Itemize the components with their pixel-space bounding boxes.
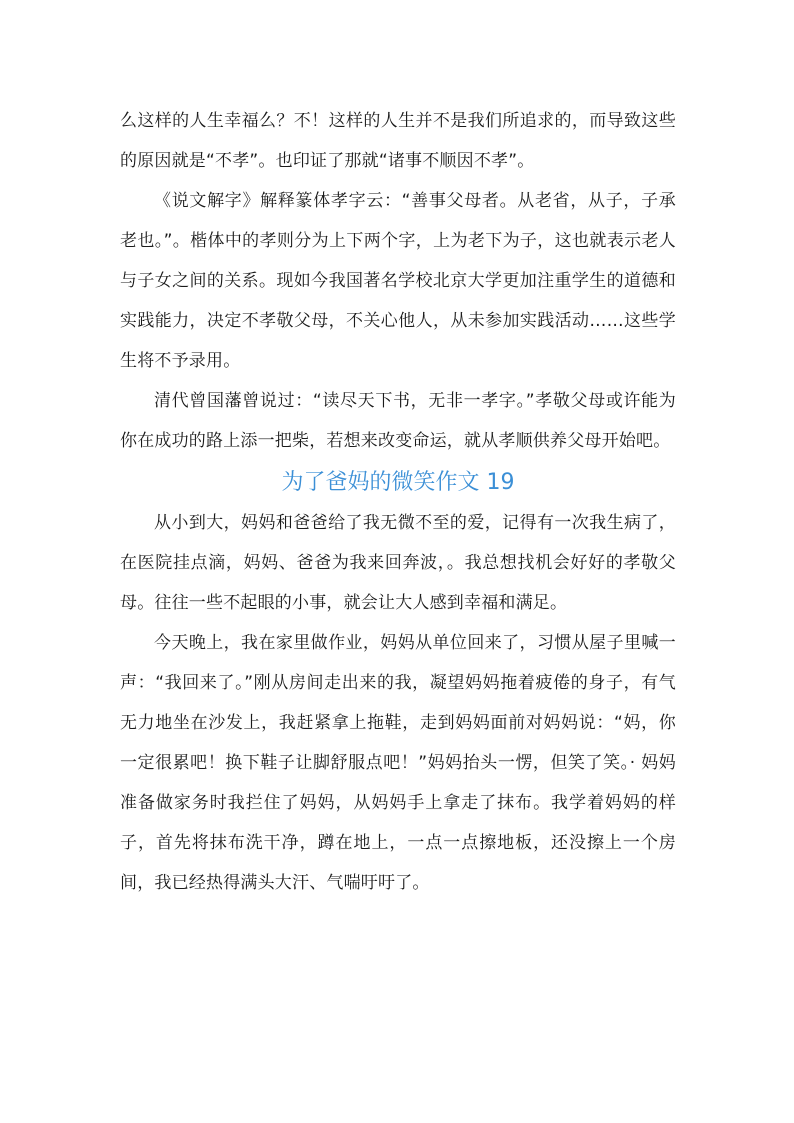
document-body xyxy=(120,101,676,903)
paragraph-zeng-guofan: 清代曾国藩曾说过：“读尽天下书，无非一孝字。”孝敬父母或许能为你在成功的路上添一把柴，若想来改变命运，就从孝顺供养父母开始吧。 xyxy=(120,391,676,451)
section-heading: 为了爸妈的微笑作文 19 xyxy=(281,470,515,495)
paragraph-childhood: 从小到大，妈妈和爸爸给了我无微不至的爱，记得有一次我生病了，在医院挂点滴，妈妈、爸爸为我来回奔波，。我总想找机会好好的孝敬父母。往往一些不起眼的小事，就会让大人感到幸福和满足。 xyxy=(120,513,676,613)
paragraph-shuowen: 《说文解字》解释篆体孝字云：“善事父母者。从老省，从子，子承老也。”。楷体中的孝则分为上下两个字，上为老下为子，这也就表示老人与子女之间的关系。现如今我国著名学校北京大学更加注重学生的道德和实践能力，决定不孝敬父母，不关心他人，从未参加实践活动……这些学生将不予录用。 xyxy=(120,191,676,371)
paragraph-tonight: 今天晚上，我在家里做作业，妈妈从单位回来了，习惯从屋子里喊一声：“我回来了。”刚从房间走出来的我，凝望妈妈拖着疲倦的身子，有气无力地坐在沙发上，我赶紧拿上拖鞋，走到妈妈面前对妈妈说：“妈，你一定很累吧！换下鞋子让脚舒服点吧！”妈妈抬头一愣，但笑了笑。· 妈妈准备做家务时我拦住了妈妈，从妈妈手上拿走了抹布。我学着妈妈的样子，首先将抹布洗干净，蹲在地上，一点一点擦地板，还没擦上一个房间，我已经热得满头大汗、气喘吁吁了。 xyxy=(120,633,676,893)
paragraph-continuation: 么这样的人生幸福么？不！这样的人生并不是我们所追求的，而导致这些的原因就是“不孝”。也印证了那就“诸事不顺因不孝”。 xyxy=(120,111,676,171)
